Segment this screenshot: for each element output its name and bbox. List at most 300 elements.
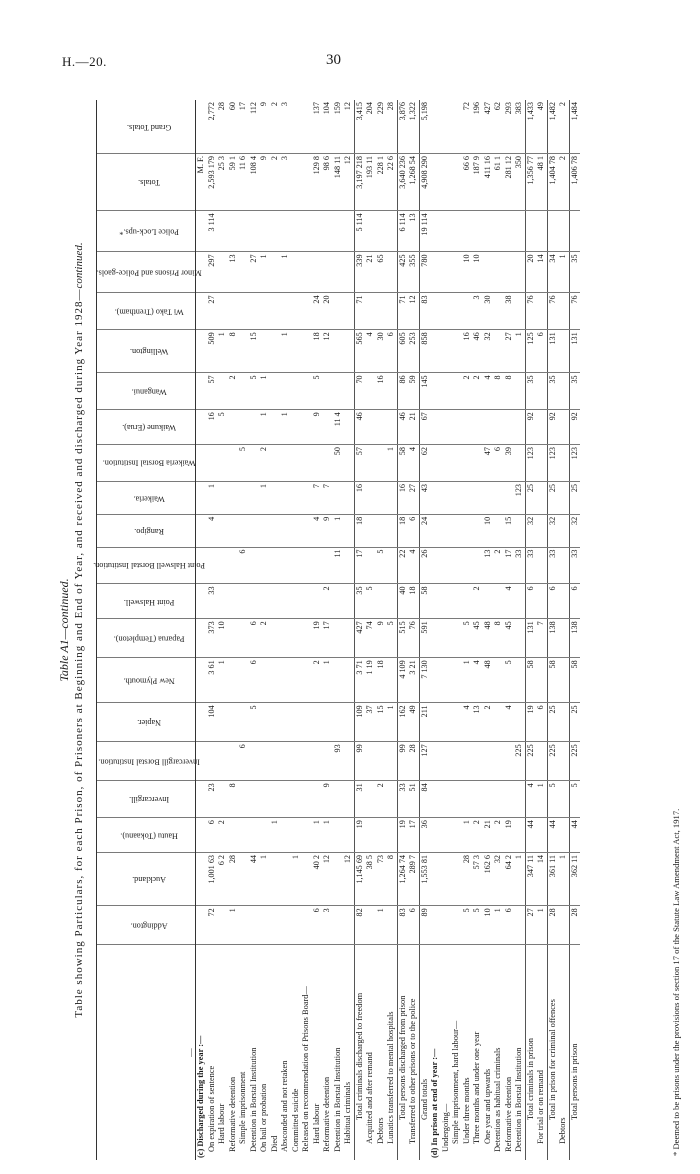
column-header xyxy=(97,330,196,373)
table-cell xyxy=(312,703,323,742)
table-cell: 281 12 xyxy=(504,154,515,211)
row-label: Total persons in prison xyxy=(569,945,580,1160)
table-cell: 1 xyxy=(207,481,218,514)
table-cell: 28 xyxy=(228,852,239,905)
table-cell: 43 xyxy=(419,481,430,514)
table-cell: 5 xyxy=(462,906,473,945)
rotated-table-area xyxy=(0,90,700,1174)
table-cell xyxy=(441,584,452,619)
table-cell xyxy=(514,658,525,703)
table-cell xyxy=(270,373,281,410)
table-cell xyxy=(536,293,547,330)
table-cell xyxy=(238,818,249,853)
table-cell xyxy=(291,410,302,445)
table-cell xyxy=(343,584,354,619)
landscape-table-sheet xyxy=(52,100,692,1160)
table-cell: 1 xyxy=(514,852,525,905)
table-cell xyxy=(270,252,281,293)
row-label: Reformative detention xyxy=(227,1076,237,1152)
table-cell: 18 xyxy=(408,584,419,619)
table-cell xyxy=(291,481,302,514)
table-row xyxy=(238,100,249,1160)
table-cell xyxy=(238,252,249,293)
table-cell xyxy=(301,852,312,905)
table-cell: 2 xyxy=(259,619,270,658)
table-cell: 8 xyxy=(386,852,397,905)
table-cell xyxy=(514,211,525,252)
row-label: For trial or on remand xyxy=(536,1070,546,1144)
table-cell xyxy=(343,481,354,514)
table-cell xyxy=(441,906,452,945)
table-cell xyxy=(291,445,302,482)
table-row xyxy=(270,100,281,1160)
table-cell xyxy=(430,906,441,945)
row-label: Acquitted and after remand xyxy=(365,1052,375,1144)
table-cell xyxy=(270,211,281,252)
table-cell: 25 xyxy=(525,481,536,514)
table-cell: 14 xyxy=(536,252,547,293)
table-cell: 3 xyxy=(322,906,333,945)
table-cell xyxy=(558,703,569,742)
table-cell: 9 xyxy=(322,514,333,547)
table-cell: 1 xyxy=(291,852,302,905)
table-cell: 6 xyxy=(569,584,580,619)
table-cell: 24 xyxy=(312,293,323,330)
table-cell xyxy=(451,293,462,330)
table-cell: 1,001 63 xyxy=(207,852,218,905)
table-cell xyxy=(514,293,525,330)
table-cell: 10 xyxy=(483,906,494,945)
table-cell xyxy=(291,703,302,742)
table-cell xyxy=(386,481,397,514)
table-cell xyxy=(312,252,323,293)
table-cell xyxy=(228,445,239,482)
table-cell: 3 21 xyxy=(408,658,419,703)
table-cell: 62 xyxy=(493,100,504,154)
table-cell: 11 4 xyxy=(333,410,344,445)
table-cell: 45 xyxy=(504,619,515,658)
table-cell xyxy=(228,703,239,742)
table-cell: 66 6 xyxy=(462,154,473,211)
table-cell xyxy=(536,481,547,514)
table-cell: 6 xyxy=(504,906,515,945)
table-cell xyxy=(196,211,207,252)
table-cell xyxy=(365,211,376,252)
table-cell: 5 xyxy=(217,410,228,445)
table-cell: 12 xyxy=(408,293,419,330)
table-cell: 21 xyxy=(483,818,494,853)
table-cell xyxy=(441,852,452,905)
table-cell: 18 xyxy=(312,330,323,373)
table-cell: 3,415 xyxy=(354,100,365,154)
table-cell xyxy=(536,445,547,482)
row-label: Reformative detention xyxy=(503,1076,513,1152)
table-cell xyxy=(365,410,376,445)
column-header xyxy=(97,100,196,154)
table-cell xyxy=(504,742,515,781)
table-cell: 24 xyxy=(419,514,430,547)
table-cell: 28 xyxy=(462,852,473,905)
table-cell xyxy=(291,100,302,154)
table-row xyxy=(493,100,504,1160)
table-cell xyxy=(217,584,228,619)
table-cell: 19 xyxy=(504,818,515,853)
table-cell xyxy=(462,410,473,445)
table-cell xyxy=(196,293,207,330)
table-cell: 1,404 78 xyxy=(547,154,558,211)
table-cell xyxy=(291,818,302,853)
table-cell xyxy=(462,547,473,584)
table-cell xyxy=(386,584,397,619)
table-cell: 10 xyxy=(462,252,473,293)
table-cell xyxy=(249,547,260,584)
table-cell xyxy=(451,852,462,905)
page-header xyxy=(0,0,700,90)
table-cell xyxy=(451,658,462,703)
table-cell xyxy=(451,818,462,853)
table-cell xyxy=(291,373,302,410)
table-cell: 6 xyxy=(408,514,419,547)
table-cell: 565 xyxy=(354,330,365,373)
table-cell xyxy=(343,781,354,818)
table-cell xyxy=(280,514,291,547)
column-header-label: Waikune (Erua). xyxy=(122,423,176,433)
table-cell: 4 xyxy=(504,703,515,742)
table-cell xyxy=(441,252,452,293)
table-cell xyxy=(238,514,249,547)
row-label: Reformative detention xyxy=(322,1076,332,1152)
column-header-label: Point Halswell. xyxy=(123,597,175,607)
table-cell xyxy=(280,852,291,905)
table-cell: 123 xyxy=(525,445,536,482)
table-cell xyxy=(270,658,281,703)
table-cell: 1,482 xyxy=(547,100,558,154)
table-cell: 1,356 77 xyxy=(525,154,536,211)
table-row xyxy=(376,100,387,1160)
table-cell xyxy=(376,445,387,482)
table-cell: 27 xyxy=(525,906,536,945)
table-cell xyxy=(514,410,525,445)
table-cell: 35 xyxy=(569,373,580,410)
table-cell xyxy=(301,547,312,584)
table-cell: 123 xyxy=(547,445,558,482)
table-cell xyxy=(462,742,473,781)
table-cell xyxy=(217,293,228,330)
table-cell xyxy=(238,852,249,905)
table-cell: 16 xyxy=(376,373,387,410)
table-cell: 15 xyxy=(249,330,260,373)
table-cell xyxy=(217,547,228,584)
table-cell xyxy=(483,211,494,252)
table-cell: 17 xyxy=(354,547,365,584)
column-header xyxy=(97,818,196,853)
table-cell: 2 xyxy=(558,100,569,154)
table-cell: 57 xyxy=(207,373,218,410)
table-cell xyxy=(451,619,462,658)
table-cell xyxy=(536,584,547,619)
table-cell xyxy=(386,906,397,945)
row-label: Simple imprisonment, hard labour— xyxy=(451,1020,461,1144)
table-cell: 71 xyxy=(397,293,408,330)
table-cell xyxy=(238,293,249,330)
table-cell: 3,876 xyxy=(397,100,408,154)
table-cell: 92 xyxy=(525,410,536,445)
table-cell xyxy=(301,906,312,945)
table-cell: 57 xyxy=(354,445,365,482)
table-cell: 17 xyxy=(322,619,333,658)
table-cell xyxy=(270,410,281,445)
table-cell: 1,406 78 xyxy=(569,154,580,211)
table-cell: 32 xyxy=(569,514,580,547)
row-label: Detention in Borstal Institution xyxy=(332,1047,342,1152)
column-header-label: Hautu (Tokaanu). xyxy=(120,831,178,841)
row-label: (d) In prison at end of year :— xyxy=(430,1048,440,1158)
table-cell xyxy=(514,514,525,547)
table-cell xyxy=(451,481,462,514)
table-cell xyxy=(249,293,260,330)
table-cell: 362 11 xyxy=(569,852,580,905)
table-cell xyxy=(238,373,249,410)
table-cell: 1 xyxy=(386,703,397,742)
table-cell: 50 xyxy=(333,445,344,482)
table-cell: 2 xyxy=(558,154,569,211)
table-cell: 162 6 xyxy=(483,852,494,905)
table-cell xyxy=(301,742,312,781)
table-cell xyxy=(343,410,354,445)
table-cell xyxy=(536,547,547,584)
table-cell xyxy=(196,373,207,410)
table-cell xyxy=(259,742,270,781)
table-cell xyxy=(504,410,515,445)
column-header xyxy=(97,410,196,445)
table-cell: M. F. xyxy=(196,154,207,211)
table-cell xyxy=(312,445,323,482)
table-cell: 10 xyxy=(217,619,228,658)
table-cell xyxy=(441,100,452,154)
table-cell xyxy=(238,906,249,945)
table-cell xyxy=(196,445,207,482)
table-cell: 58 xyxy=(419,584,430,619)
table-cell xyxy=(441,481,452,514)
table-cell xyxy=(558,481,569,514)
table-cell xyxy=(343,211,354,252)
table-cell xyxy=(249,584,260,619)
table-cell xyxy=(270,293,281,330)
table-cell xyxy=(365,906,376,945)
table-cell: 67 xyxy=(419,410,430,445)
table-cell xyxy=(270,742,281,781)
row-label: Total persons discharged from prison xyxy=(397,945,408,1160)
table-cell: 12 xyxy=(343,100,354,154)
table-caption: Table A1—continued. xyxy=(57,578,71,682)
table-row xyxy=(397,100,408,1160)
table-cell xyxy=(558,211,569,252)
table-cell: 12 xyxy=(322,330,333,373)
table-row xyxy=(483,100,494,1160)
table-cell xyxy=(333,252,344,293)
table-cell xyxy=(558,330,569,373)
table-cell: 12 xyxy=(322,852,333,905)
table-cell xyxy=(441,619,452,658)
column-header xyxy=(97,373,196,410)
table-cell xyxy=(536,742,547,781)
table-cell xyxy=(536,410,547,445)
table-cell xyxy=(493,481,504,514)
table-cell xyxy=(217,781,228,818)
table-cell xyxy=(558,781,569,818)
table-cell: 34 xyxy=(547,252,558,293)
table-cell: 18 xyxy=(376,658,387,703)
row-label: Simple imprisonment xyxy=(238,1071,248,1144)
table-cell xyxy=(301,154,312,211)
table-cell: 32 xyxy=(483,330,494,373)
table-cell xyxy=(228,547,239,584)
table-cell: 4 xyxy=(207,514,218,547)
table-cell xyxy=(322,373,333,410)
table-cell: 99 xyxy=(397,742,408,781)
table-cell: 40 xyxy=(397,584,408,619)
table-cell xyxy=(333,818,344,853)
table-cell: 36 xyxy=(419,818,430,853)
table-cell xyxy=(514,703,525,742)
table-cell xyxy=(238,703,249,742)
table-cell: 125 xyxy=(525,330,536,373)
table-cell: 1,145 69 xyxy=(354,852,365,905)
table-cell xyxy=(249,410,260,445)
row-label: Total criminals discharged to freedom xyxy=(354,945,365,1160)
table-cell xyxy=(386,547,397,584)
table-cell xyxy=(386,211,397,252)
table-row xyxy=(441,100,452,1160)
table-cell: 58 xyxy=(525,658,536,703)
table-cell xyxy=(514,445,525,482)
table-cell: 19 114 xyxy=(419,211,430,252)
table-cell xyxy=(472,410,483,445)
table-cell xyxy=(441,781,452,818)
table-cell: 8 xyxy=(228,330,239,373)
table-cell xyxy=(333,619,344,658)
table-cell: 4 xyxy=(525,781,536,818)
table-cell xyxy=(322,703,333,742)
table-cell xyxy=(430,481,441,514)
table-cell xyxy=(514,818,525,853)
table-title-main: Table showing Particulars, for each Prison, of Prisoners at Beginning and End of Year, and received and discharged during Year 1928— xyxy=(73,288,85,1018)
table-row xyxy=(525,100,536,1160)
row-label: Total in prison for criminal offences xyxy=(547,945,558,1160)
table-cell xyxy=(312,211,323,252)
table-row xyxy=(343,100,354,1160)
table-cell: 289 7 xyxy=(408,852,419,905)
table-cell: 48 xyxy=(483,619,494,658)
table-cell: 297 xyxy=(207,252,218,293)
table-cell xyxy=(430,619,441,658)
table-cell xyxy=(430,781,441,818)
row-label: On expiration of sentence xyxy=(206,1065,216,1152)
table-cell: 73 xyxy=(376,852,387,905)
table-cell xyxy=(291,211,302,252)
table-cell xyxy=(228,481,239,514)
table-cell: 84 xyxy=(419,781,430,818)
table-cell: 83 xyxy=(419,293,430,330)
table-cell xyxy=(259,781,270,818)
table-cell xyxy=(441,211,452,252)
table-cell xyxy=(365,481,376,514)
table-cell xyxy=(217,742,228,781)
table-cell xyxy=(514,373,525,410)
table-cell xyxy=(451,781,462,818)
table-cell xyxy=(386,818,397,853)
table-row xyxy=(569,100,580,1160)
table-cell xyxy=(270,547,281,584)
table-cell xyxy=(301,584,312,619)
table-cell: 17 xyxy=(238,100,249,154)
table-cell: 33 xyxy=(207,584,218,619)
table-cell xyxy=(430,703,441,742)
table-cell: 123 xyxy=(514,481,525,514)
table-cell: 31 xyxy=(354,781,365,818)
row-label: Released on recommendation of Prisons Board— xyxy=(301,986,311,1152)
table-cell xyxy=(343,658,354,703)
table-cell: 4 xyxy=(472,658,483,703)
table-cell xyxy=(376,293,387,330)
table-cell xyxy=(483,481,494,514)
table-cell xyxy=(301,818,312,853)
table-cell xyxy=(217,373,228,410)
table-cell: 2 xyxy=(483,703,494,742)
table-cell xyxy=(430,445,441,482)
row-label: Transferred to other prisons or to the police xyxy=(408,998,418,1144)
table-cell: 1,322 xyxy=(408,100,419,154)
table-cell: 51 xyxy=(408,781,419,818)
column-header xyxy=(97,906,196,945)
table-cell xyxy=(365,293,376,330)
table-cell: 46 xyxy=(354,410,365,445)
table-cell xyxy=(196,410,207,445)
table-cell xyxy=(343,373,354,410)
table-cell: 35 xyxy=(354,584,365,619)
table-cell xyxy=(301,658,312,703)
table-cell xyxy=(291,293,302,330)
table-cell: 25 xyxy=(547,481,558,514)
table-cell: 8 xyxy=(493,373,504,410)
table-cell: 8 xyxy=(504,373,515,410)
table-cell: 26 xyxy=(419,547,430,584)
table-cell xyxy=(451,445,462,482)
table-cell xyxy=(451,410,462,445)
table-cell xyxy=(441,410,452,445)
table-cell xyxy=(259,703,270,742)
table-cell: 30 xyxy=(376,330,387,373)
table-cell: 509 xyxy=(207,330,218,373)
table-cell: 1 xyxy=(376,906,387,945)
table-cell xyxy=(259,906,270,945)
table-row xyxy=(504,100,515,1160)
table-cell xyxy=(365,547,376,584)
column-header xyxy=(97,852,196,905)
column-header-label: Wi Tako (Trentham). xyxy=(114,307,184,317)
table-cell: 5 xyxy=(365,584,376,619)
column-header xyxy=(96,252,202,293)
table-cell xyxy=(196,330,207,373)
table-cell xyxy=(569,211,580,252)
table-cell xyxy=(451,252,462,293)
table-cell: 6 xyxy=(312,906,323,945)
table-cell xyxy=(365,781,376,818)
table-cell: 1 xyxy=(259,373,270,410)
table-cell: 27 xyxy=(504,330,515,373)
table-cell xyxy=(217,481,228,514)
table-cell: 131 xyxy=(547,330,558,373)
